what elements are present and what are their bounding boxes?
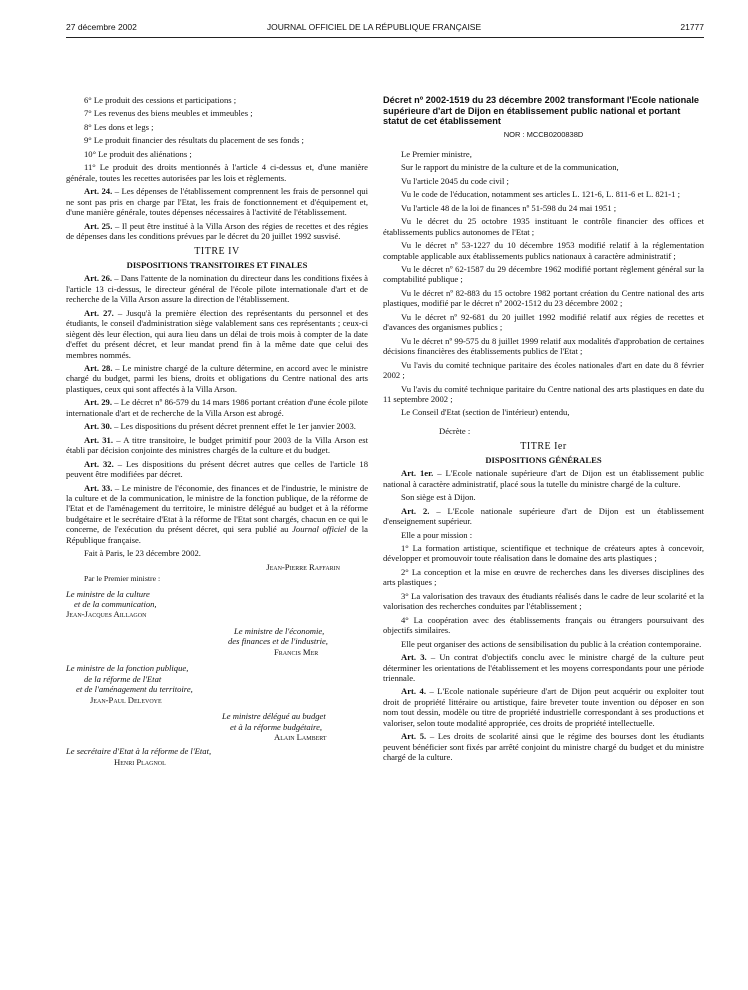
minister-name: Henri Plagnol xyxy=(114,756,166,767)
visa: Vu le décret nº 82-883 du 15 octobre 1982 portant création du Centre national des arts plastiques, modifié par le décret nº 2002-1512 du 23 décembre 2002 ; xyxy=(383,287,704,309)
nor-reference: NOR : MCCB0200838D xyxy=(503,129,584,139)
decree-title: Décret nº 2002-1519 du 23 décembre 2002 transformant l'Ecole nationale supérieure d'art de Dijon en établissement public national et portant statut de cet établissement xyxy=(383,95,700,126)
article-2: Art. 2. – L'Ecole nationale supérieure d'art de Dijon est un établissement d'enseignement supérieur. xyxy=(383,505,705,527)
list-item: 11° Le produit des droits mentionnés à l'article 4 ci-dessus et, d'une manière générale, toutes les recettes autorisées par les lois et règlements. xyxy=(66,162,368,183)
article-27: Art. 27. – Jusqu'à la première élection des représentants du personnel et des étudiants, le conseil d'administration siège valablement sans ces représentants ; ceux-ci siègent dès leur élection, qui aura lieu dans un délai de trois mois à compter de la date d'effet du présent décret, et leur mandat prend fin à la même date que celui des membres nommés. xyxy=(66,307,369,360)
minister-name: Jean-Jacques Aillagon xyxy=(66,609,147,620)
visa: Sur le rapport du ministre de la culture et de la communication, xyxy=(401,162,619,173)
fait-a-paris: Fait à Paris, le 23 décembre 2002. xyxy=(84,548,201,559)
minister-title: et à la réforme budgétaire, xyxy=(230,721,323,732)
list-item: 9° Le produit financier des résultats du placement de ses fonds ; xyxy=(84,135,304,146)
article-28: Art. 28. – Le ministre chargé de la culture détermine, en accord avec le ministre chargé du budget, parmi les biens, droits et obligations du Centre national des arts plastiques, ceux qui sont affectés à la Villa Arson. xyxy=(66,362,368,394)
list-item: 6° Le produit des cessions et participations ; xyxy=(84,95,237,105)
article-26: Art. 26. – Dans l'attente de la nomination du directeur dans les conditions fixées à l'article 13 ci-dessus, le directeur général de l'école pilote internationale d'art et de recherche de la Villa Arson assure la direction de l'établissement. xyxy=(66,273,368,305)
article-24: Art. 24. – Les dépenses de l'établissement comprennent les frais de personnel qui ne sont pas pris en charge par l'Etat, les frais de fonctionnement et d'équipement et, d'une manière générale, toutes dépenses nécessaires à l'activité de l'établissement. xyxy=(66,186,368,218)
visa: Vu le décret nº 92-681 du 20 juillet 1992 modifié relatif aux régies de recettes et d'avances des organismes publics ; xyxy=(383,311,704,333)
visa: Le Premier ministre, xyxy=(401,148,472,159)
section-heading: DISPOSITIONS TRANSITOIRES ET FINALES xyxy=(126,259,308,270)
article-32: Art. 32. – Les dispositions du présent décret autres que celles de l'article 18 peuvent être modifiées par décret. xyxy=(66,458,368,480)
article-3: Art. 3. – Un contrat d'objectifs conclu avec le ministre chargé de la culture peut déterminer les orientations de l'établissement et les moyens correspondants pour une période triennale. xyxy=(383,652,704,683)
article-30: Art. 30. – Les dispositions du présent décret prennent effet le 1er janvier 2003. xyxy=(84,421,356,432)
sensibilisation: Elle peut organiser des actions de sensibilisation du public à la création contemporaine. xyxy=(401,638,702,649)
minister-title: des finances et de l'industrie, xyxy=(228,636,328,647)
mission-item: 3° La valorisation des travaux des étudiants réalisés dans le cadre de leur scolarité et la valorisation des recherches conduites par l'établissement ; xyxy=(383,590,704,612)
left-column xyxy=(66,95,368,767)
minister-title: Le ministre délégué au budget xyxy=(222,711,326,722)
page-header xyxy=(0,22,748,36)
signature-prime-minister: Jean-Pierre Raffarin xyxy=(266,561,340,572)
minister-title: et de l'aménagement du territoire, xyxy=(76,684,193,695)
article-4: Art. 4. – L'Ecole nationale supérieure d'art de Dijon peut acquérir ou exploiter tout droit de propriété littéraire ou artistique, faire breveter toute invention ou déposer en son nom tout dessin, modèle ou titre de propriété industrielle correspondant à ses productions et valoriser, selon toute modalité appropriée, ces droits de propriété intellectuelle. xyxy=(383,686,704,728)
visa: Vu le code de l'éducation, notamment ses articles L. 121-6, L. 811-6 et L. 821-1 ; xyxy=(401,189,680,200)
titre-heading: TITRE Ier xyxy=(520,441,567,453)
minister-title: Le ministre de l'économie, xyxy=(234,625,325,636)
mission-item: 4° La coopération avec des établissements français ou étrangers poursuivant des objectifs similaires. xyxy=(383,614,704,636)
minister-title: de la réforme de l'Etat xyxy=(84,673,162,684)
minister-title: Le ministre de la fonction publique, xyxy=(66,663,189,674)
visa: Vu le décret nº 99-575 du 8 juillet 1999 relatif aux modalités d'approbation de certaines décisions financières des établissements publics de l'Etat ; xyxy=(383,335,704,357)
article-33: Art. 33. – Le ministre de l'économie, des finances et de l'industrie, le ministre de la culture et de la communication, le ministre de la fonction publique, de la réforme de l'Etat et de l'aménagement du territoire, le ministre délégué au budget et à la réforme budgétaire et le secrétaire d'Etat à la réforme de l'Etat sont chargés, chacun en ce qui le concerne, de l'exécution du présent décret, qui sera publié au Journal officiel de la République française. xyxy=(66,482,369,545)
header-rule xyxy=(66,37,704,38)
visa: Le Conseil d'Etat (section de l'intérieur) entendu, xyxy=(401,407,570,418)
visa: Vu l'avis du comité technique paritaire du Centre national des arts plastiques en date du 11 septembre 2002 ; xyxy=(383,383,704,405)
minister-title: Le secrétaire d'Etat à la réforme de l'Etat, xyxy=(66,746,212,757)
visa: Vu le décret nº 53-1227 du 10 décembre 1953 modifié relatif à la réglementation comptable applicable aux établissements publics nationaux à caractère administratif ; xyxy=(383,240,704,261)
article-1: Art. 1er. – L'Ecole nationale supérieure d'art de Dijon est un établissement public national à caractère administratif, placé sous la tutelle du ministre chargé de la culture. xyxy=(383,468,704,489)
minister-name: Jean-Paul Delevoye xyxy=(90,694,162,705)
mission-item: 1° La formation artistique, scientifique et technique de créateurs aptes à concevoir, développer et promouvoir toute réalisation dans le domaine des arts plastiques ; xyxy=(383,543,704,564)
list-item: 10° Le produit des aliénations ; xyxy=(84,148,192,159)
section-heading: DISPOSITIONS GÉNÉRALES xyxy=(485,454,602,465)
header-journal: JOURNAL OFFICIEL DE LA RÉPUBLIQUE FRANÇAISE xyxy=(266,22,482,32)
article-29: Art. 29. – Le décret nº 86-579 du 14 mars 1986 portant création d'une école pilote internationale d'art et de recherche de la Villa Arson est abrogé. xyxy=(66,397,368,418)
minister-name: Francis Mer xyxy=(274,646,319,657)
article-25: Art. 25. – Il peut être institué à la Villa Arson des régies de recettes et des régies de dépenses dans les conditions prévues par le décret du 20 juillet 1992 susvisé. xyxy=(66,220,368,241)
titre-heading: TITRE IV xyxy=(194,246,240,258)
minister-title: Le ministre de la culture xyxy=(66,588,150,599)
visa: Vu le décret du 25 octobre 1935 instituant le contrôle financier des offices et établissements publics autonomes de l'Etat ; xyxy=(383,216,704,237)
siege: Son siège est à Dijon. xyxy=(401,492,476,503)
list-item: 8° Les dons et legs ; xyxy=(84,121,154,132)
decrete: Décrète : xyxy=(439,425,471,436)
par-le-premier-ministre: Par le Premier ministre : xyxy=(84,574,161,584)
header-date: 27 décembre 2002 xyxy=(66,22,137,32)
right-column xyxy=(383,95,704,766)
article-31: Art. 31. – A titre transitoire, le budget primitif pour 2003 de la Villa Arson est établi par décision conjointe des ministres chargés de la culture et du budget. xyxy=(66,434,368,456)
minister-title: et de la communication, xyxy=(74,599,157,610)
list-item: 7° Les revenus des biens meubles et immeubles ; xyxy=(84,108,253,119)
visa: Vu l'avis du comité technique paritaire des écoles nationales d'art en date du 8 février 2002 ; xyxy=(383,359,704,381)
visa: Vu l'article 2045 du code civil ; xyxy=(401,175,509,186)
article-5: Art. 5. – Les droits de scolarité ainsi que le régime des bourses dont les étudiants peuvent bénéficier sont fixés par arrêté conjoint du ministre chargé du budget et du ministre chargé de la culture. xyxy=(383,731,705,763)
visa: Vu l'article 48 de la loi de finances nº 51-598 du 24 mai 1951 ; xyxy=(401,202,617,213)
minister-name: Alain Lambert xyxy=(274,732,327,743)
visa: Vu le décret nº 62-1587 du 29 décembre 1962 modifié portant règlement général sur la comptabilité publique ; xyxy=(383,264,704,285)
mission-intro: Elle a pour mission : xyxy=(401,529,473,540)
header-page-number: 21777 xyxy=(680,22,704,32)
mission-item: 2° La conception et la mise en œuvre de recherches dans les diverses disciplines des arts plastiques ; xyxy=(383,566,704,588)
